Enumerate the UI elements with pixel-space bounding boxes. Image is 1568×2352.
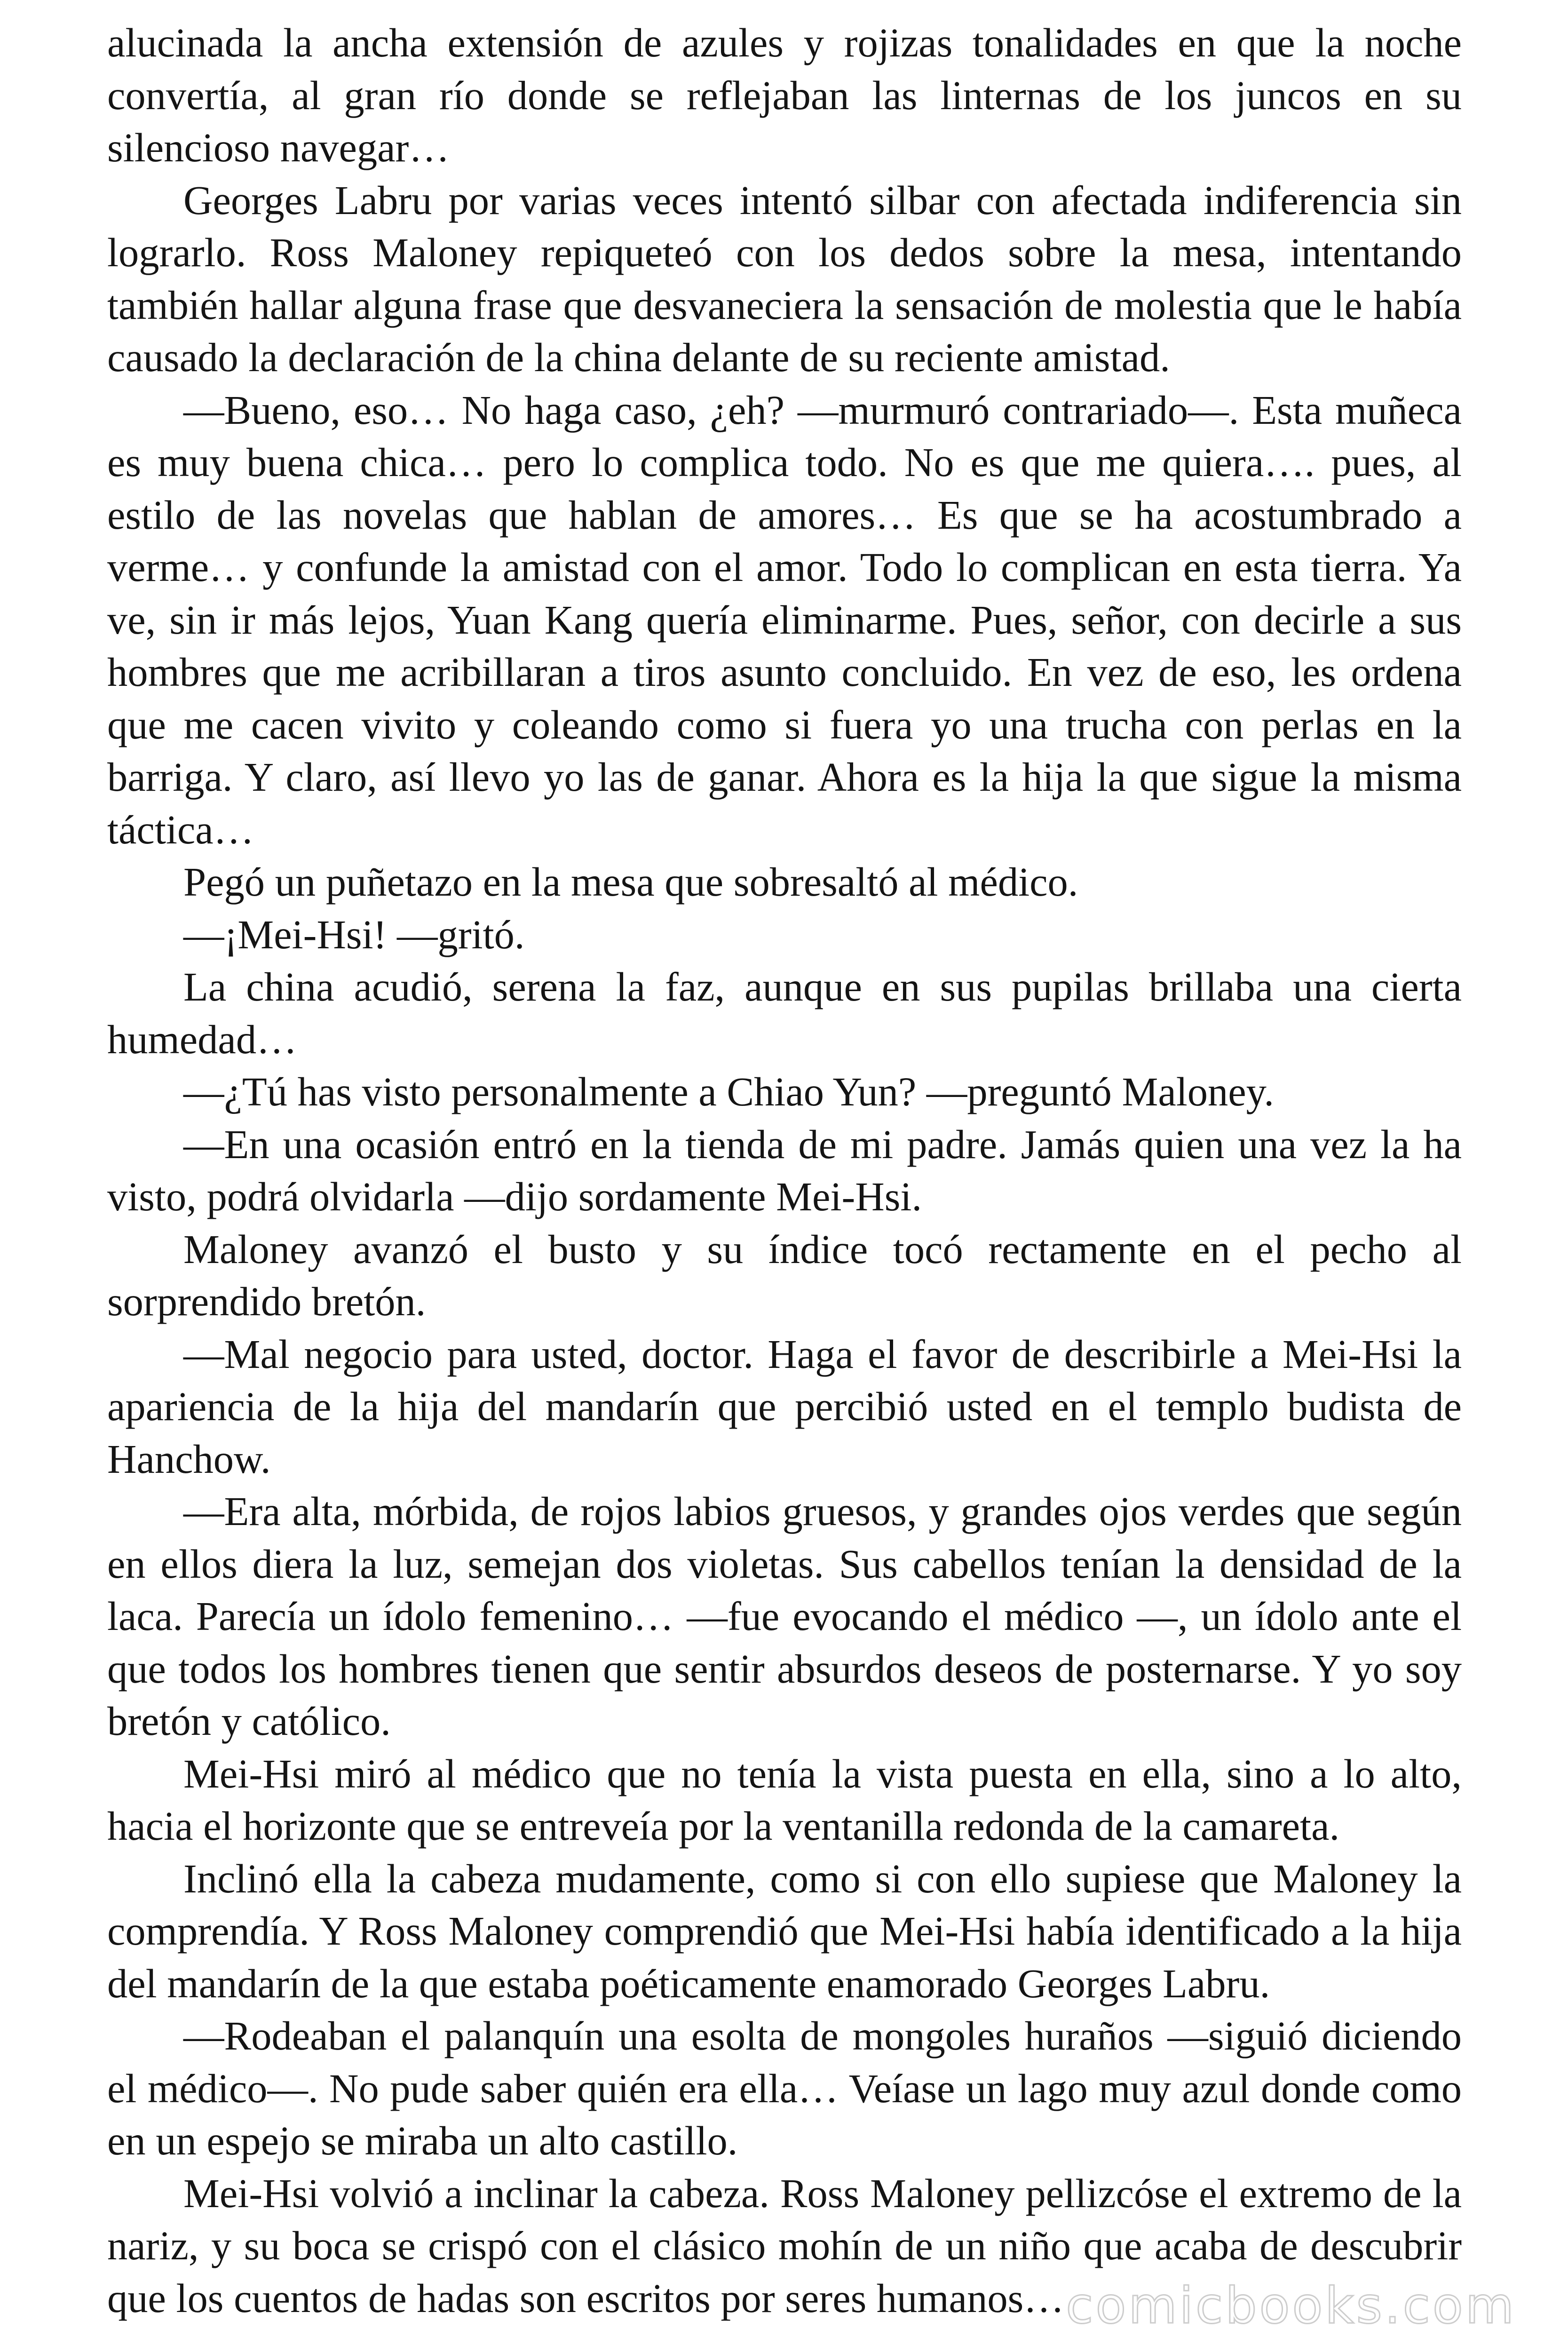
paragraph: —En una ocasión entró en la tienda de mi padre. Jamás quien una vez la ha visto, podrá olvidarla —dijo sordamente Mei-Hsi. — [107, 1121, 1462, 1219]
paragraph: —¿Tú has visto personalmente a Chiao Yun? —preguntó Maloney. — [183, 1069, 1274, 1114]
paragraph: Pegó un puñetazo en la mesa que sobresaltó al médico. — [183, 859, 1078, 905]
watermark: comicbooks.com — [1066, 2277, 1516, 2335]
paragraph: Maloney avanzó el busto y su índice tocó rectamente en el pecho al sorprendido bretón. — [107, 1226, 1462, 1324]
paragraph: Mei-Hsi volvió a inclinar la cabeza. Ross Maloney pellizcóse el extremo de la nariz, y su boca se crispó con el clásico mohín de un niño que acaba de descubrir que los cuentos de hadas son escritos por seres humanos… — [107, 2170, 1462, 2321]
paragraph: Mei-Hsi miró al médico que no tenía la vista puesta en ella, sino a lo alto, hacia el horizonte que se entreveía por la ventanilla redonda de la camareta. — [107, 1751, 1462, 1849]
paragraph: —¡Mei-Hsi! —gritó. — [183, 912, 525, 957]
paragraph: Inclinó ella la cabeza mudamente, como si con ello supiese que Maloney la comprendía. Y Ross Maloney comprendió que Mei-Hsi había identificado a la hija del mandarín de la que estaba poéticamente enamorado Georges Labru. — [107, 1856, 1462, 2006]
paragraph: —Bueno, eso… No haga caso, ¿eh? —murmuró contrariado—. Esta muñeca es muy buena chica… pero lo complica todo. No es que me quiera…. pues, al estilo de las novelas que hablan de amores… Es que se ha acostumbrado a verme… y confunde la amistad con el amor. Todo lo complican en esta tierra. Ya ve, sin ir más lejos, Yuan Kang quería eliminarme. Pues, señor, con decirle a sus hombres que me acribillaran a tiros asunto concluido. En vez de eso, les ordena que me cacen vivito y coleando como si fuera yo una trucha con perlas en la barriga. Y claro, así llevo yo las de ganar. Ahora es la hija la que sigue la misma táctica… — [107, 387, 1462, 852]
paragraph: La china acudió, serena la faz, aunque en sus pupilas brillaba una cierta humedad… — [107, 964, 1462, 1062]
book-page — [107, 17, 1462, 2325]
paragraph: —Era alta, mórbida, de rojos labios gruesos, y grandes ojos verdes que según en ellos diera la luz, semejan dos violetas. Sus cabellos tenían la densidad de la laca. Parecía un ídolo femenino… —fue evocando el médico —, un ídolo ante el que todos los hombres tienen que sentir absurdos deseos de posternarse. Y yo soy bretón y católico. — [107, 1489, 1462, 1744]
paragraph: —Mal negocio para usted, doctor. Haga el favor de describirle a Mei-Hsi la apariencia de la hija del mandarín que percibió usted en el templo budista de Hanchow. — [107, 1331, 1462, 1482]
paragraph: alucinada la ancha extensión de azules y rojizas tonalidades en que la noche convertía, al gran río donde se reflejaban las linternas de los juncos en su silencioso navegar… — [107, 20, 1462, 170]
paragraph: Georges Labru por varias veces intentó silbar con afectada indiferencia sin lograrlo. Ross Maloney repiqueteó con los dedos sobre la mesa, intentando también hallar alguna frase que desvaneciera la sensación de molestia que le había causado la declaración de la china delante de su reciente amistad. — [107, 177, 1462, 380]
paragraph: —Rodeaban el palanquín una esolta de mongoles huraños —siguió diciendo el médico—. No pude saber quién era ella… Veíase un lago muy azul donde como en un espejo se miraba un alto castillo. — [107, 2013, 1462, 2163]
